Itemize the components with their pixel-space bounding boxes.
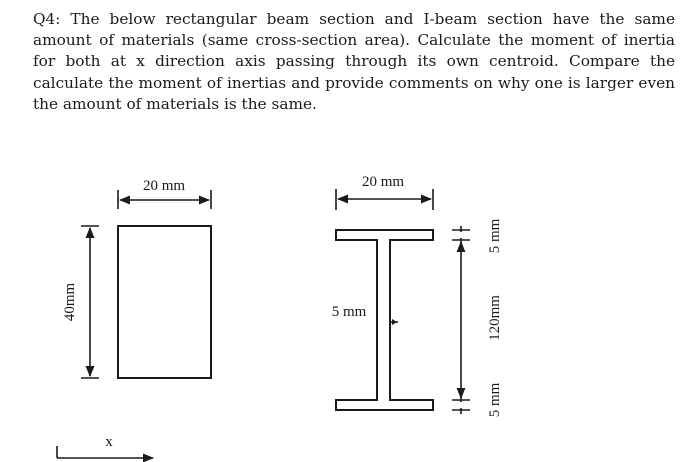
web-thickness-arrow <box>392 319 397 325</box>
axis-label: x <box>105 434 113 450</box>
rect-width-label: 20 mm <box>142 178 186 194</box>
rectangular-beam <box>81 190 211 378</box>
ibeam-width-label: 20 mm <box>361 174 405 190</box>
question-text: Q4: The below rectangular beam section and I-beam section have the same amount of materials (same cross-section area). Calculate the moment of inertia for both at x direction axis passing through its own centroid. Compare the calculate the moment of inertias and provide comments on why one is larger even the amount of materials is the same. <box>33 10 675 113</box>
i-beam-section <box>336 230 433 410</box>
i-beam <box>336 189 470 414</box>
bottom-flange-label: 5 mm <box>487 382 503 418</box>
rect-height-label: 40mm <box>62 282 78 322</box>
web-thickness-label: 5 mm <box>331 304 367 320</box>
total-height-label: 120mm <box>487 295 503 341</box>
rectangular-section <box>118 226 211 378</box>
top-flange-label: 5 mm <box>487 218 503 254</box>
